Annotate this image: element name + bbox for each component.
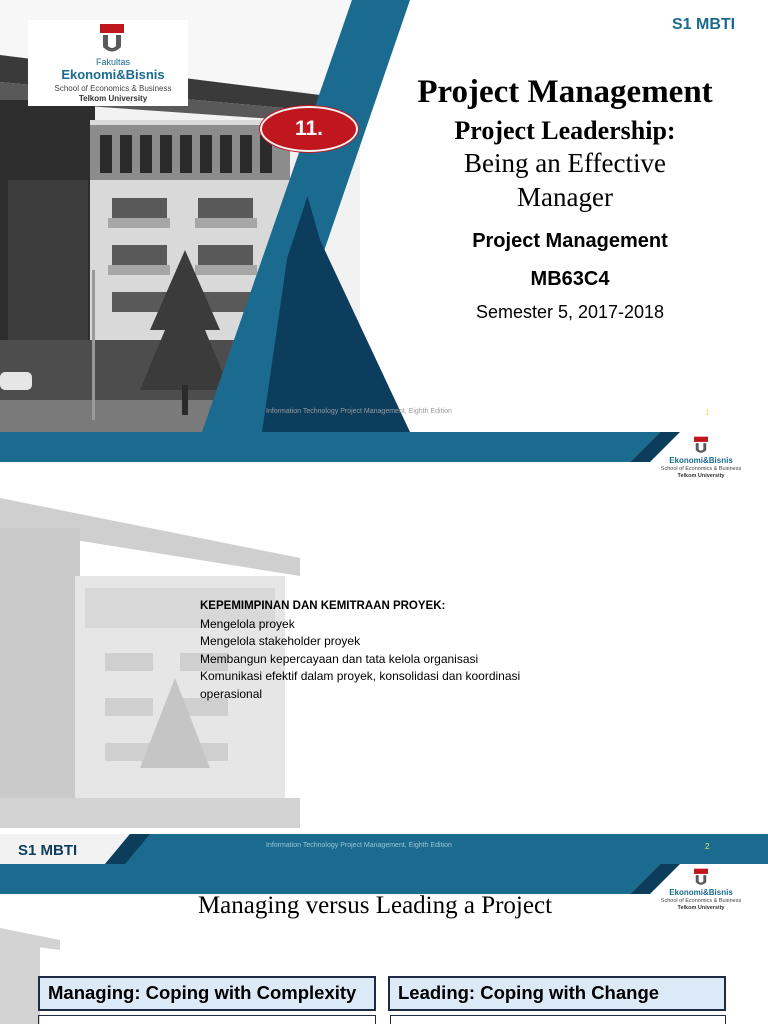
chapter-number: 11. [294,117,324,140]
logo-line-2: Ekonomi&Bisnis [669,456,733,465]
top-stripe [0,432,768,466]
semester: Semester 5, 2017-2018 [475,302,665,322]
leading-box: Leading: Coping with Change [388,976,726,1011]
program-label: S1 MBTI [18,842,78,859]
logo-line-1: Fakultas [95,57,130,67]
logo-line-4: Telkom University [677,905,725,911]
footer-text: Information Technology Project Management, Eighth Edition [266,842,452,849]
page-number: 1 [705,408,710,417]
logo-line-2: Ekonomi&Bisnis [669,888,733,897]
telkom-emblem-icon [694,436,708,456]
list-item: Mengelola stakeholder proyek [200,634,361,648]
course-name: Project Management [472,230,668,252]
logo-line-3: School of Economics & Business [660,898,742,904]
managing-box: Managing: Coping with Complexity [38,976,376,1011]
subtitle-line-1: Project Leadership: [454,116,676,145]
managing-content [38,1015,376,1024]
list-item: Mengelola proyek [200,616,295,631]
logo-line-4: Telkom University [677,473,725,479]
logo-line-3: School of Economics & Business [660,466,742,472]
slide-title: Managing versus Leading a Project [197,892,553,919]
logo-line-2: Ekonomi&Bisnis [61,67,165,82]
list-item: operasional [200,686,263,701]
list-item: Membangun kepercayaan dan tata kelola organisasi [200,651,479,666]
slide-1 [0,0,768,432]
subtitle-line-2: Being an Effective [464,148,666,178]
slide-2 [0,432,768,864]
course-code: MB63C4 [530,268,610,290]
logo-line-3: School of Economics & Business [54,84,172,93]
list-item: Komunikasi efektif dalam proyek, konsolidasi dan koordinasi [200,669,521,683]
chapter-badge [260,106,358,152]
list-heading: KEPEMIMPINAN DAN KEMITRAAN PROYEK: [200,600,446,612]
telkom-emblem-icon [100,24,124,56]
bottom-band [0,834,768,864]
subtitle-line-3: Manager [517,182,613,212]
slide-3 [0,864,768,1024]
footer-text: Information Technology Project Management, Eighth Edition [266,408,452,415]
leading-content [390,1015,726,1024]
telkom-emblem-icon [694,868,708,888]
logo-line-4: Telkom University [78,94,148,103]
program-label: S1 MBTI [672,16,736,33]
page-number: 2 [705,842,710,851]
main-title: Project Management [417,74,713,110]
content-list [200,598,620,703]
